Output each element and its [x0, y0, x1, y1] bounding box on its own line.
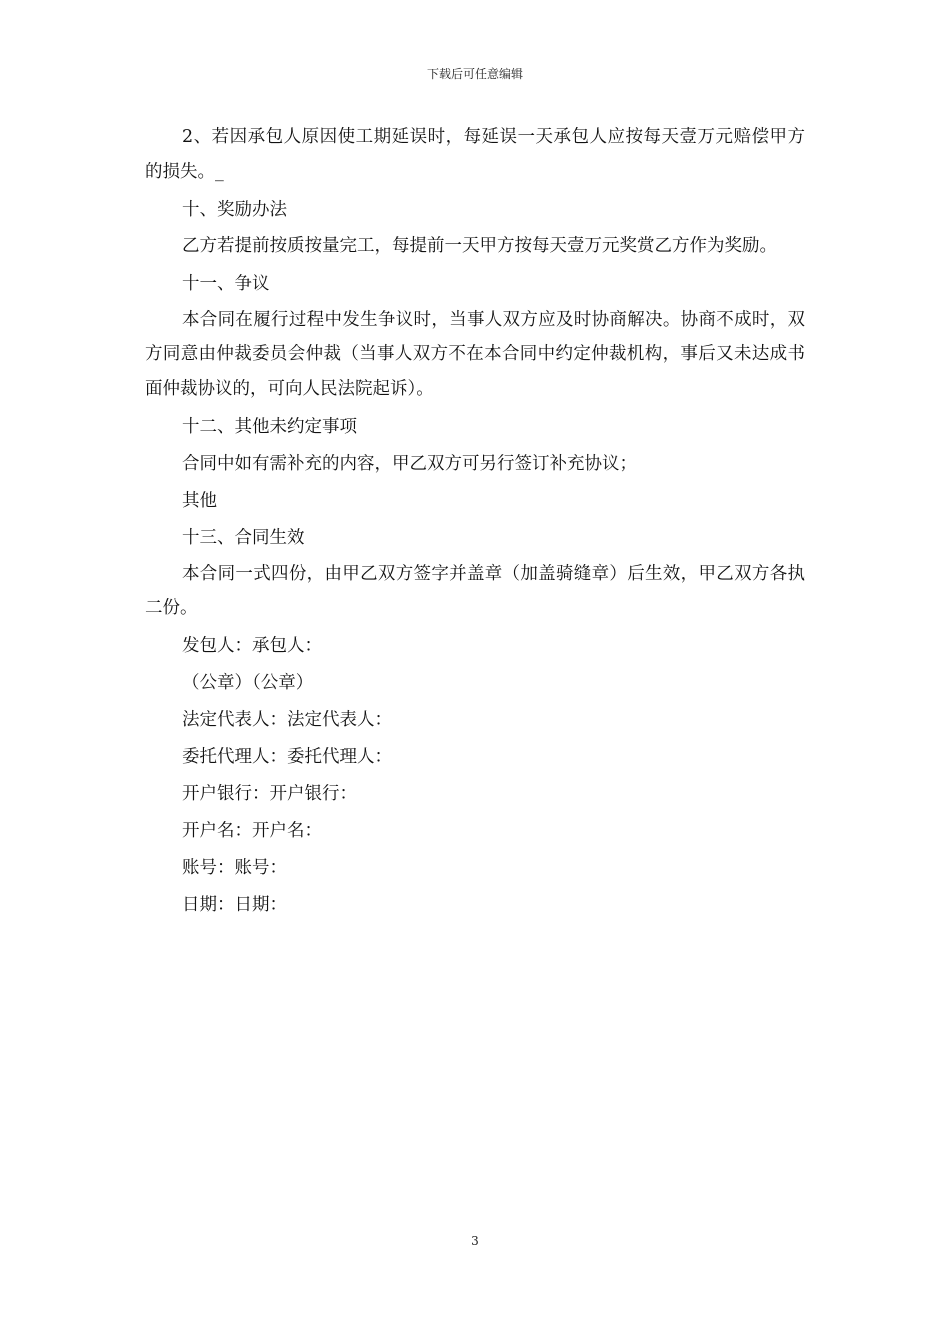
section-heading-effective: 十三、合同生效 [182, 527, 305, 548]
signature-line-legal-rep: 法定代表人：法定代表人： [182, 710, 392, 730]
document-body [145, 120, 805, 924]
signature-line-seal: （公章）（公章） [182, 673, 314, 693]
section-heading-dispute: 十一、争议 [182, 273, 270, 294]
paragraph-delay-penalty: 2、若因承包人原因使工期延误时，每延误一天承包人应按每天壹万元赔偿甲方的损失。_ [145, 127, 805, 182]
section-heading-reward: 十、奖励办法 [182, 199, 287, 220]
signature-line-account-name: 开户名：开户名： [182, 821, 322, 841]
paragraph-supplement: 合同中如有需补充的内容，甲乙双方可另行签订补充协议； [182, 453, 637, 474]
page-header: 下载后可任意编辑 [426, 67, 523, 81]
signature-line-date: 日期：日期： [182, 895, 287, 915]
page-number: 3 [471, 1234, 479, 1248]
section-heading-other-matters: 十二、其他未约定事项 [182, 416, 357, 437]
signature-line-bank: 开户银行：开户银行： [182, 784, 357, 804]
paragraph-effective: 本合同一式四份，由甲乙双方签字并盖章（加盖骑缝章）后生效，甲乙双方各执二份。 [145, 563, 805, 618]
signature-line-account-number: 账号：账号： [182, 858, 287, 878]
paragraph-reward: 乙方若提前按质按量完工，每提前一天甲方按每天壹万元奖赏乙方作为奖励。 [182, 235, 777, 256]
signature-line-parties: 发包人：承包人： [182, 636, 322, 656]
signature-line-agent: 委托代理人：委托代理人： [182, 747, 392, 767]
paragraph-other: 其他 [182, 490, 217, 511]
paragraph-dispute: 本合同在履行过程中发生争议时，当事人双方应及时协商解决。协商不成时，双方同意由仲裁委员会仲裁（当事人双方不在本合同中约定仲裁机构，事后又未达成书面仲裁协议的，可向人民法院起诉）。 [145, 309, 805, 399]
